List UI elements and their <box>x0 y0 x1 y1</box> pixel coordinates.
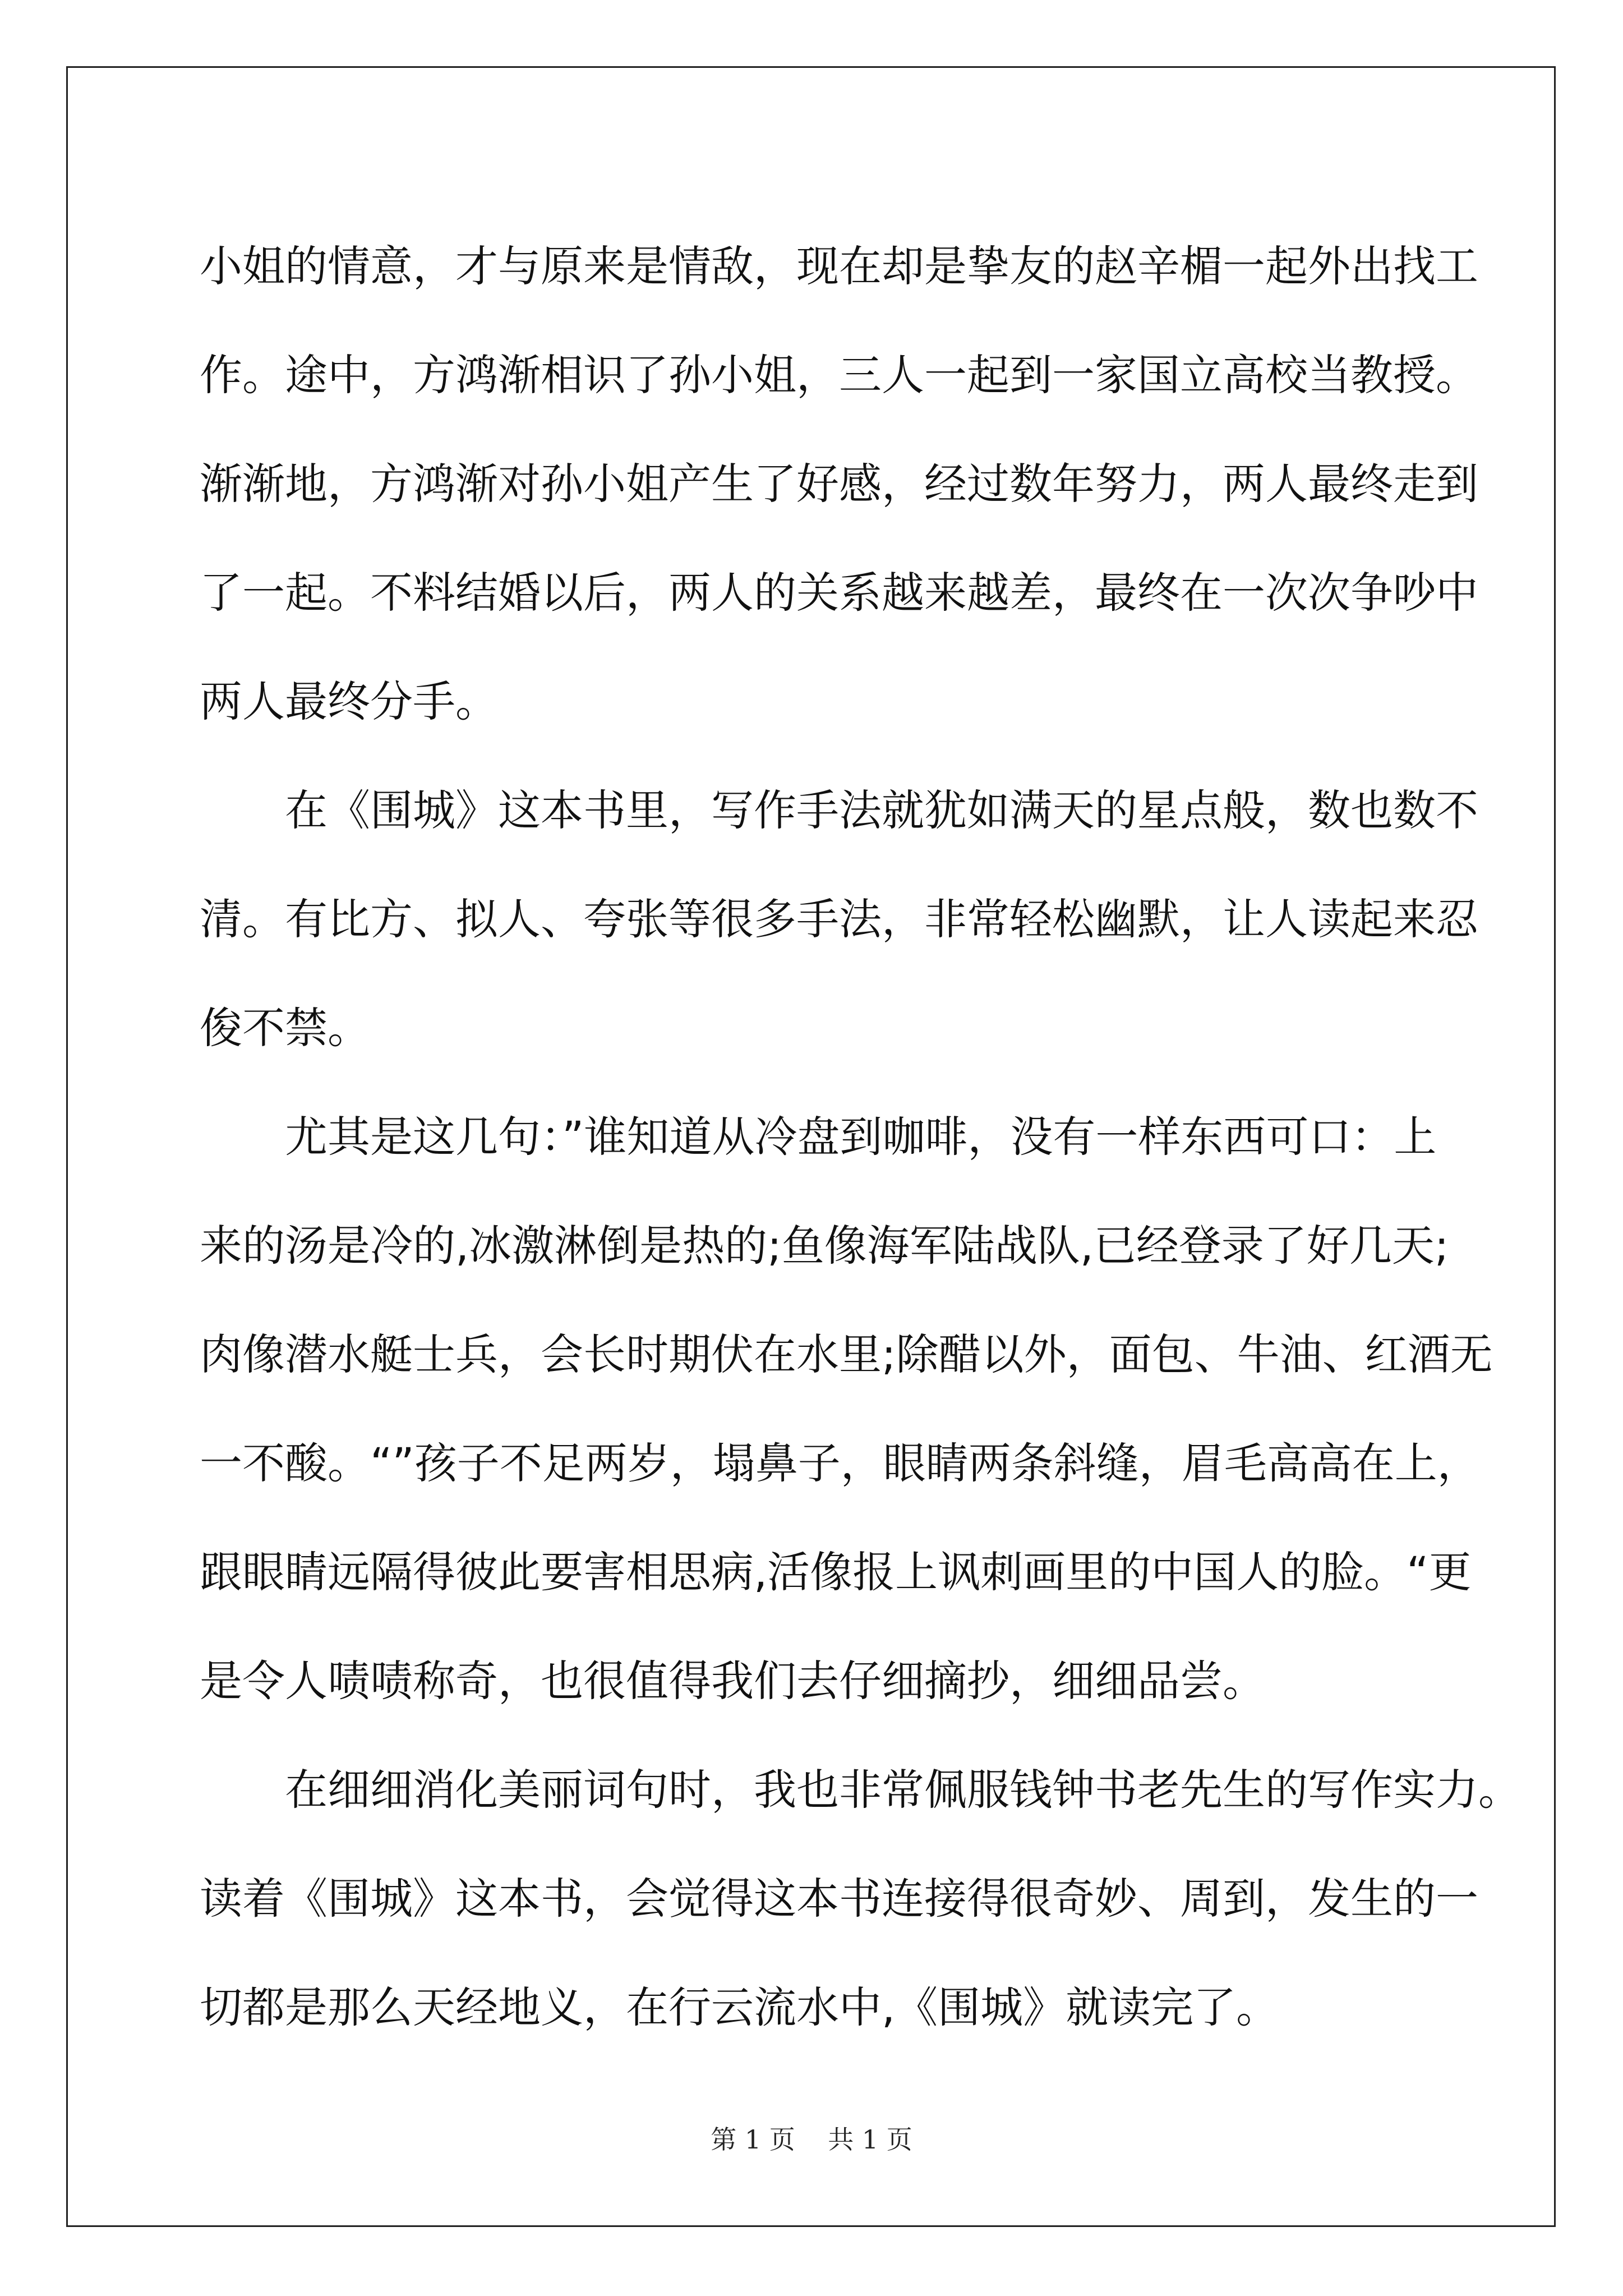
document-body <box>200 212 1521 2062</box>
text-line: 俊不禁。 <box>200 1003 370 1053</box>
text-line: 一不酸。“”孩子不足两岁，塌鼻子，眼睛两条斜缝，眉毛高高在上， <box>200 1438 1480 1488</box>
text-line: 作。途中，方鸿渐相识了孙小姐，三人一起到一家国立高校当教授。 <box>200 350 1478 400</box>
text-line: 是令人啧啧称奇，也很值得我们去仔细摘抄，细细品尝。 <box>200 1656 1265 1706</box>
text-line: 了一起。不料结婚以后，两人的关系越来越差，最终在一次次争吵中 <box>200 568 1478 618</box>
text-line: 来的汤是冷的,冰激淋倒是热的;鱼像海军陆战队,已经登录了好几天; <box>200 1221 1449 1271</box>
text-line: 两人最终分手。 <box>200 677 498 726</box>
text-line: 尤其是这几句：”谁知道从冷盘到咖啡，没有一样东西可口：上 <box>285 1112 1437 1162</box>
text-line: 小姐的情意，才与原来是情敌，现在却是挚友的赵辛楣一起外出找工 <box>200 241 1478 291</box>
text-line: 在《围城》这本书里，写作手法就犹如满天的星点般，数也数不 <box>285 785 1478 835</box>
text-line: 读着《围城》这本书，会觉得这本书连接得很奇妙、周到，发生的一 <box>200 1874 1478 1924</box>
text-line: 渐渐地，方鸿渐对孙小姐产生了好感，经过数年努力，两人最终走到 <box>200 459 1478 509</box>
text-line: 跟眼睛远隔得彼此要害相思病,活像报上讽刺画里的中国人的脸。“更 <box>200 1547 1472 1597</box>
text-line: 肉像潜水艇士兵，会长时期伏在水里;除醋以外，面包、牛油、红酒无 <box>200 1329 1493 1379</box>
page-footer: 第 1 页 共 1 页 <box>711 2124 912 2155</box>
text-line: 在细细消化美丽词句时，我也非常佩服钱钟书老先生的写作实力。 <box>285 1765 1521 1815</box>
text-line: 清。有比方、拟人、夸张等很多手法，非常轻松幽默，让人读起来忍 <box>200 894 1478 944</box>
text-line: 切都是那么天经地义，在行云流水中,《围城》就读完了。 <box>200 1982 1279 2032</box>
